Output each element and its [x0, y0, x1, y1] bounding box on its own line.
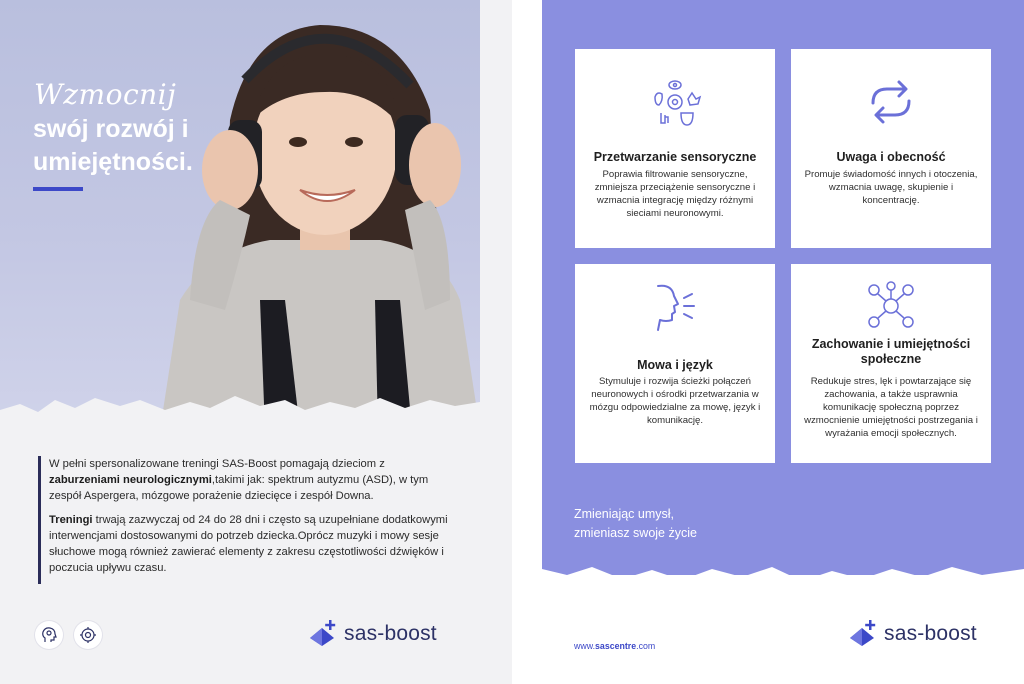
hero-script-title: Wzmocnij — [34, 78, 177, 111]
p1-intro: W pełni spersonalizowane treningi SAS-Boost pomagają dzieciom z — [49, 458, 385, 470]
web-suffix: .com — [636, 641, 656, 651]
card-title: Przetwarzanie sensoryczne — [593, 150, 757, 164]
senses-icon — [645, 77, 705, 129]
card-social — [791, 264, 991, 463]
sas-boost-logo-left — [308, 620, 437, 648]
card-body: Poprawia filtrowanie sensoryczne, zmniejsza przeciążenie sensoryczne i wzmacnia integrację między różnymi sieciami neuronowymi. — [594, 169, 756, 219]
p2-rest: trwają zazwyczaj od 24 do 28 dni i często są uzupełniane dodatkowymi interwencjami dostosowanymi do potrzeb dziecka.Oprócz muzyki i mowy sesje słuchowe mogą również zawierać elementy z zakresu częstotliwości dźwięków i poczucia upływu czasu. — [49, 514, 448, 574]
p1-bold: zaburzeniami neurologicznymi — [49, 474, 212, 486]
hero-accent-bar — [33, 187, 83, 191]
card-body: Redukuje stres, lęk i powtarzające się zachowania, a także usprawnia komunikację społeczną poprzez wzmocnienie umiejętności postrzegania i wyrażania emocji społecznych. — [804, 376, 978, 439]
sas-boost-logo-right — [848, 620, 977, 648]
tagline — [574, 505, 697, 543]
p2-bold: Treningi — [49, 514, 93, 526]
brain-gear-icon — [74, 621, 102, 649]
card-speech — [575, 264, 775, 463]
card-body: Promuje świadomość innych i otoczenia, wzmacnia uwagę, skupienie i koncentrację. — [804, 169, 978, 206]
paragraph-1 — [49, 456, 449, 504]
girl-with-headphones-image — [150, 0, 480, 430]
tagline-line-2: zmieniasz swoje życie — [574, 526, 697, 540]
hero-title-line-1: swój rozwój i — [33, 115, 189, 143]
logo-text: sas-boost — [884, 622, 977, 645]
speaking-head-icon — [650, 282, 700, 334]
torn-paper-edge — [0, 390, 480, 450]
torn-paper-edge-right — [542, 555, 1024, 605]
web-prefix: www. — [574, 641, 596, 651]
card-sensory — [575, 49, 775, 248]
card-attention — [791, 49, 991, 248]
logo-mark-icon — [848, 620, 878, 648]
paragraph-2 — [49, 512, 449, 576]
hero-title-line-2: umiejętności. — [33, 148, 193, 176]
card-title: Uwaga i obecność — [836, 150, 946, 164]
tagline-line-1: Zmieniając umysł, — [574, 507, 675, 521]
hero-photo — [0, 0, 480, 430]
card-body: Stymuluje i rozwija ścieżki połączeń neuronowych i ośrodki przetwarzania w mózgu odpowiedzialne za mowę, język i komunikację. — [589, 376, 761, 426]
description-text — [38, 456, 449, 584]
refresh-icon — [865, 77, 917, 127]
head-brain-icon — [35, 621, 63, 649]
web-domain: sascentre — [595, 641, 637, 651]
logo-text: sas-boost — [344, 622, 437, 645]
logo-mark-icon — [308, 620, 338, 648]
p1-rest: ,takimi jak: spektrum autyzmu (ASD), w tym zespół Aspergera, mózgowe porażenie dziecięce i zespół Downa. — [49, 474, 429, 502]
social-network-icon — [864, 280, 918, 332]
card-title: Mowa i język — [637, 358, 713, 372]
card-title: Zachowanie i umiejętności społeczne — [811, 337, 971, 366]
website-link[interactable] — [574, 641, 655, 651]
